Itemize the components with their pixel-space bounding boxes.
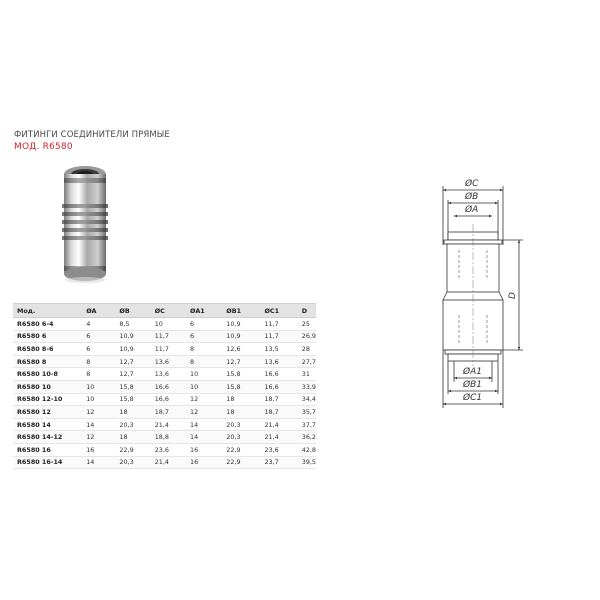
table-row [13,343,316,356]
value-cell: 16 [186,443,222,456]
value-cell: 15,8 [115,380,150,393]
value-cell: 11,7 [260,330,297,343]
label-c: ØC [465,179,479,189]
value-cell: 16,6 [151,393,186,406]
model-cell: R6580 10 [13,380,82,393]
value-cell: 10 [151,318,186,331]
col-c: ØC [151,304,186,318]
value-cell: 12 [82,431,115,444]
table-header-row [13,304,316,318]
value-cell: 25 [298,318,316,331]
value-cell: 13,6 [151,368,186,381]
value-cell: 18 [222,393,260,406]
table-row [13,318,316,331]
value-cell: 8 [82,368,115,381]
value-cell: 12 [82,406,115,419]
value-cell: 20,3 [222,431,260,444]
value-cell: 28 [298,343,316,356]
value-cell: 14 [82,418,115,431]
table-row [13,406,316,419]
value-cell: 11,7 [151,330,186,343]
value-cell: 6 [186,330,222,343]
table-row [13,443,316,456]
value-cell: 16,6 [151,380,186,393]
value-cell: 8 [186,355,222,368]
model-cell: R6580 8 [13,355,82,368]
value-cell: 20,3 [115,418,150,431]
table-row [13,393,316,406]
model-subtitle: МОД. R6580 [14,142,73,152]
table-row [13,456,316,469]
value-cell: 21,4 [151,418,186,431]
value-cell: 16 [82,443,115,456]
value-cell: 21,4 [151,456,186,469]
table-row [13,418,316,431]
value-cell: 12 [186,393,222,406]
value-cell: 22,9 [222,443,260,456]
value-cell: 10,9 [222,318,260,331]
col-c1: ØC1 [260,304,297,318]
value-cell: 11,7 [151,343,186,356]
value-cell: 6 [186,318,222,331]
value-cell: 15,8 [222,380,260,393]
value-cell: 13,6 [260,355,297,368]
value-cell: 6 [82,330,115,343]
value-cell: 8 [186,343,222,356]
value-cell: 8 [82,355,115,368]
label-b1: ØB1 [463,380,482,390]
model-cell: R6580 16 [13,443,82,456]
model-cell: R6580 12-10 [13,393,82,406]
product-photo [50,160,120,290]
value-cell: 10 [186,368,222,381]
value-cell: 13,5 [260,343,297,356]
value-cell: 18,7 [260,393,297,406]
value-cell: 4 [82,318,115,331]
value-cell: 15,8 [115,393,150,406]
col-a: ØA [82,304,115,318]
value-cell: 12,7 [115,355,150,368]
model-cell: R6580 16-14 [13,456,82,469]
value-cell: 18 [115,431,150,444]
value-cell: 10,9 [115,330,150,343]
col-a1: ØA1 [186,304,222,318]
value-cell: 20,3 [115,456,150,469]
label-d: D [508,292,518,299]
value-cell: 20,3 [222,418,260,431]
label-b: ØB [465,192,479,202]
model-cell: R6580 8-6 [13,343,82,356]
value-cell: 23,6 [151,443,186,456]
value-cell: 6 [82,343,115,356]
model-cell: R6580 10-8 [13,368,82,381]
table-body [13,318,316,469]
value-cell: 18,7 [151,406,186,419]
label-c1: ØC1 [463,393,483,403]
dimensions-table [13,303,316,469]
value-cell: 27,7 [298,355,316,368]
table-row [13,368,316,381]
value-cell: 23,6 [260,443,297,456]
value-cell: 37,7 [298,418,316,431]
value-cell: 11,7 [260,318,297,331]
value-cell: 10,9 [222,330,260,343]
value-cell: 10 [82,393,115,406]
value-cell: 18 [115,406,150,419]
value-cell: 42,8 [298,443,316,456]
value-cell: 12,7 [115,368,150,381]
col-d: D [298,304,316,318]
value-cell: 31 [298,368,316,381]
value-cell: 39,5 [298,456,316,469]
model-cell: R6580 6 [13,330,82,343]
table-row [13,355,316,368]
model-cell: R6580 14-12 [13,431,82,444]
value-cell: 8,5 [115,318,150,331]
value-cell: 33,9 [298,380,316,393]
model-cell: R6580 12 [13,406,82,419]
value-cell: 34,4 [298,393,316,406]
label-a: ØA [465,205,479,215]
value-cell: 15,8 [222,368,260,381]
value-cell: 36,2 [298,431,316,444]
value-cell: 23,7 [260,456,297,469]
value-cell: 10 [82,380,115,393]
value-cell: 16,6 [260,380,297,393]
col-b1: ØB1 [222,304,260,318]
value-cell: 14 [186,418,222,431]
table-row [13,330,316,343]
col-model: Мод. [13,304,82,318]
value-cell: 22,9 [115,443,150,456]
value-cell: 12 [186,406,222,419]
model-cell: R6580 14 [13,418,82,431]
value-cell: 14 [82,456,115,469]
value-cell: 21,4 [260,431,297,444]
col-b: ØB [115,304,150,318]
model-cell: R6580 6-4 [13,318,82,331]
value-cell: 16 [186,456,222,469]
value-cell: 22,9 [222,456,260,469]
value-cell: 18,8 [151,431,186,444]
value-cell: 18,7 [260,406,297,419]
value-cell: 10 [186,380,222,393]
value-cell: 13,6 [151,355,186,368]
value-cell: 10,9 [115,343,150,356]
label-a1: ØA1 [463,367,482,377]
value-cell: 16,6 [260,368,297,381]
technical-drawing [415,160,545,420]
value-cell: 14 [186,431,222,444]
table-row [13,380,316,393]
value-cell: 12,7 [222,355,260,368]
value-cell: 18 [222,406,260,419]
table-row [13,431,316,444]
value-cell: 35,7 [298,406,316,419]
value-cell: 21,4 [260,418,297,431]
value-cell: 12,6 [222,343,260,356]
value-cell: 26,9 [298,330,316,343]
page-title: ФИТИНГИ СОЕДИНИТЕЛИ ПРЯМЫЕ [14,130,170,140]
